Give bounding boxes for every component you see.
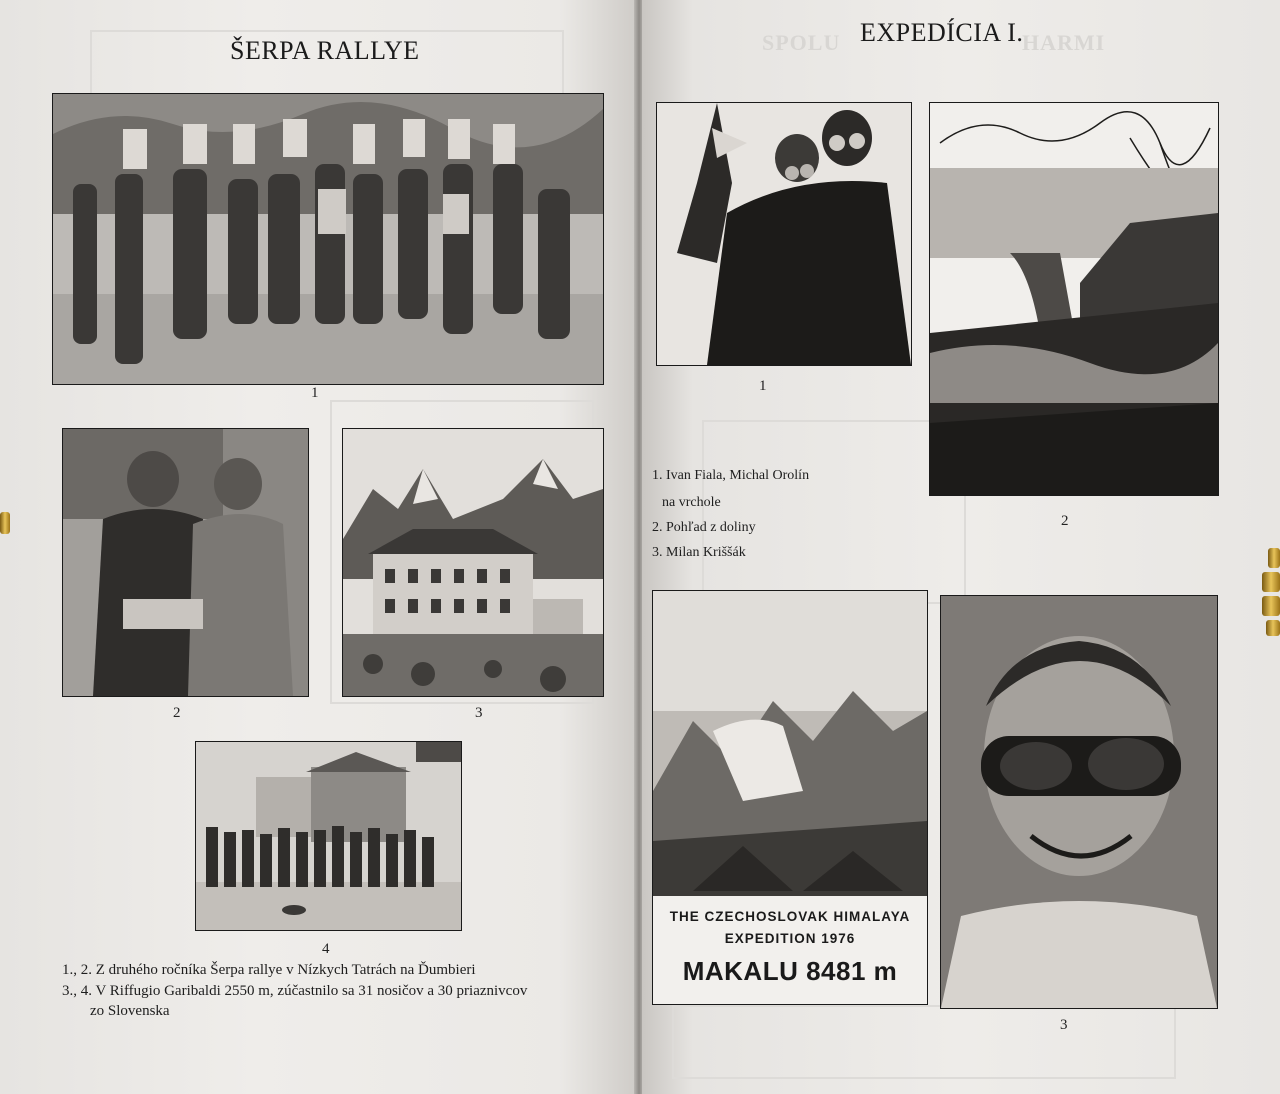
photo-valley-view <box>929 102 1219 496</box>
poster-title: THE CZECHOSLOVAK HIMALAYA <box>669 909 911 924</box>
bleed-through-frame <box>702 420 966 604</box>
photo-number: 1 <box>759 378 767 394</box>
photo-climbers-summit <box>656 102 912 366</box>
photo-mountain-hut <box>342 428 604 697</box>
photo-number: 2 <box>1061 513 1069 529</box>
caption-line: 1. Ivan Fiala, Michal Orolín <box>652 468 810 483</box>
binding-ring <box>1262 596 1280 616</box>
caption-line: 1., 2. Z druhého ročníka Šerpa rallye v Nízkych Tatrách na Ďumbieri <box>62 962 476 978</box>
caption-line: zo Slovenska <box>90 1003 170 1019</box>
page-title: ŠERPA RALLYE <box>230 36 420 65</box>
binding-ring <box>1268 548 1280 568</box>
caption-line: 3., 4. V Riffugio Garibaldi 2550 m, zúčastnilo sa 31 nosičov a 30 priaznivcov <box>62 983 528 999</box>
binding-ring <box>0 512 10 534</box>
right-page <box>642 0 1280 1094</box>
poster-subtitle: EXPEDITION 1976 <box>724 931 856 946</box>
poster-peak-name: MAKALU 8481 m <box>682 956 898 986</box>
photo-number: 4 <box>322 941 330 957</box>
bleed-through-frame <box>672 1005 1176 1079</box>
photo-number: 2 <box>173 705 181 721</box>
photo-two-men <box>62 428 309 697</box>
photo-number: 3 <box>475 705 483 721</box>
photo-number: 1 <box>311 385 319 401</box>
bleed-through-heading: SPOLU <box>762 30 841 55</box>
photo-porters-group <box>52 93 604 385</box>
page-title: EXPEDÍCIA I. <box>860 18 1024 47</box>
photo-portrait-goggles <box>940 595 1218 1009</box>
caption-line: na vrchole <box>662 495 721 510</box>
makalu-expedition-poster <box>652 590 928 1005</box>
photo-number: 3 <box>1060 1017 1068 1033</box>
left-page <box>0 0 636 1094</box>
binding-ring <box>1262 572 1280 592</box>
caption-line: 2. Pohľad z doliny <box>652 520 756 535</box>
binding-ring <box>1266 620 1280 636</box>
caption-line: 3. Milan Kriššák <box>652 545 746 560</box>
bleed-through-heading: HARMI <box>1022 30 1106 55</box>
photo-group-at-hut <box>195 741 462 931</box>
